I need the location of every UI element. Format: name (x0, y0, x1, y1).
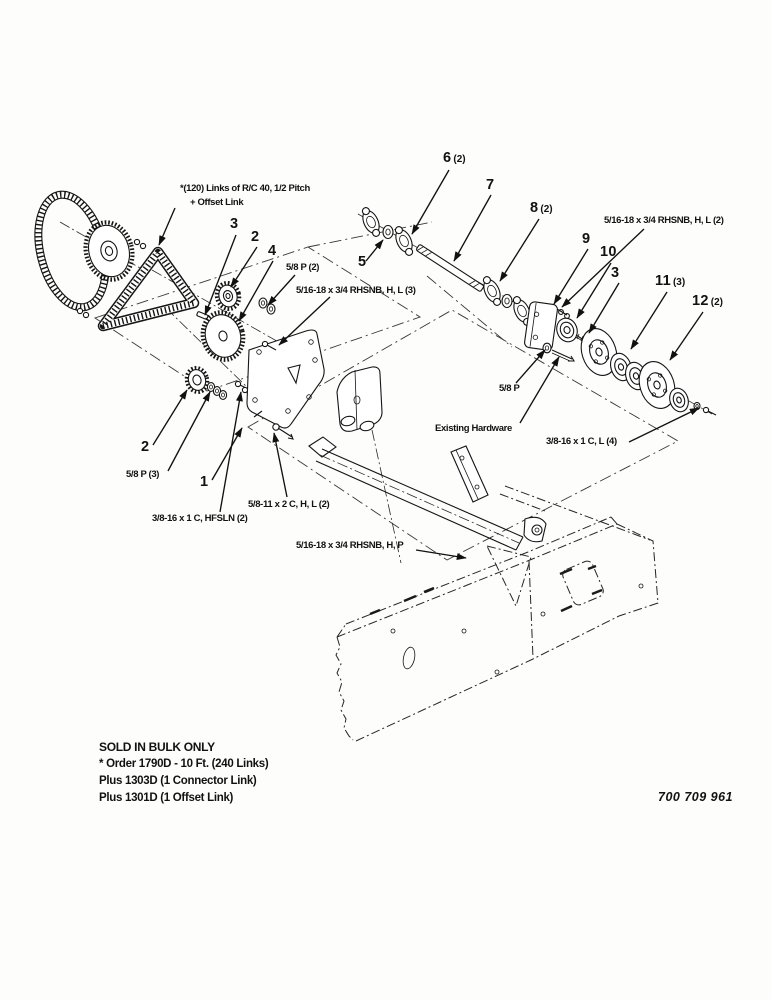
disc-idler-group (575, 324, 716, 415)
callout-bolt-c-l4: 3/8-16 x 1 C, L (4) (546, 436, 617, 447)
callout-bolt-rhsnb-l3: 5/16-18 x 3/4 RHSNB, H, L (3) (296, 285, 416, 296)
callout-bolt-rhsnb-p: 5/16-18 x 3/4 RHSNB, H, P (296, 540, 404, 551)
callout-washer-5-8-p-3: 5/8 P (3) (126, 469, 160, 480)
callout-part-2-upper: 2 (251, 229, 260, 245)
callout-chain-note-line1: *(120) Links of R/C 40, 1/2 Pitch (180, 183, 310, 194)
callout-bolt-hfsln: 3/8-16 x 1 C, HFSLN (2) (152, 513, 248, 524)
callout-washer-5-8-p-2: 5/8 P (2) (286, 262, 320, 273)
bulk-note-connector-line: Plus 1303D (1 Connector Link) (99, 775, 257, 787)
bulk-note-title: SOLD IN BULK ONLY (99, 740, 215, 754)
callout-part-11 (655, 273, 685, 289)
callout-part-10: 10 (600, 244, 617, 260)
callout-chain-note-line2: + Offset Link (190, 197, 244, 208)
drive-sprocket (79, 217, 138, 285)
callout-bolt-5-8-11: 5/8-11 x 2 C, H, L (2) (248, 499, 330, 510)
callout-part-9: 9 (582, 231, 591, 247)
part-11-number: 11 (655, 273, 671, 289)
part-6-number: 6 (443, 150, 452, 166)
part-6-qty: (2) (453, 154, 466, 165)
callout-part-7: 7 (486, 177, 495, 193)
part-8-number: 8 (530, 200, 539, 216)
part-11-qty: (3) (672, 277, 686, 288)
document-number: 700 709 961 (658, 790, 734, 804)
callout-part-1: 1 (200, 474, 209, 490)
callout-part-5: 5 (358, 254, 367, 270)
tongue-arm-assembly (309, 437, 546, 606)
callout-washer-5-8-p: 5/8 P (499, 383, 520, 394)
phantom-reference-planes (95, 222, 678, 560)
callout-part-3-upper: 3 (230, 216, 239, 232)
callout-part-2-lower: 2 (141, 439, 150, 455)
mount-plate-part1 (247, 330, 382, 439)
callout-part-12 (692, 293, 723, 309)
bulk-note-offset-line: Plus 1301D (1 Offset Link) (99, 792, 234, 804)
bulk-note-order-line: * Order 1790D - 10 Ft. (240 Links) (99, 758, 269, 770)
callout-existing-hardware: Existing Hardware (435, 423, 512, 434)
callout-bolt-rhsnb-l2: 5/16-18 x 3/4 RHSNB, H, L (2) (604, 215, 724, 226)
part-12-qty: (2) (710, 297, 723, 308)
callout-part-4: 4 (268, 243, 277, 259)
frame-beam-phantom (336, 486, 658, 741)
shaft-and-bearings (358, 205, 590, 361)
part-8-qty: (2) (540, 204, 553, 215)
callout-part-8 (530, 200, 553, 216)
part-12-number: 12 (692, 293, 709, 309)
callout-part-6 (443, 150, 466, 166)
bulk-order-note (99, 739, 268, 807)
callout-part-3-right: 3 (611, 265, 620, 281)
